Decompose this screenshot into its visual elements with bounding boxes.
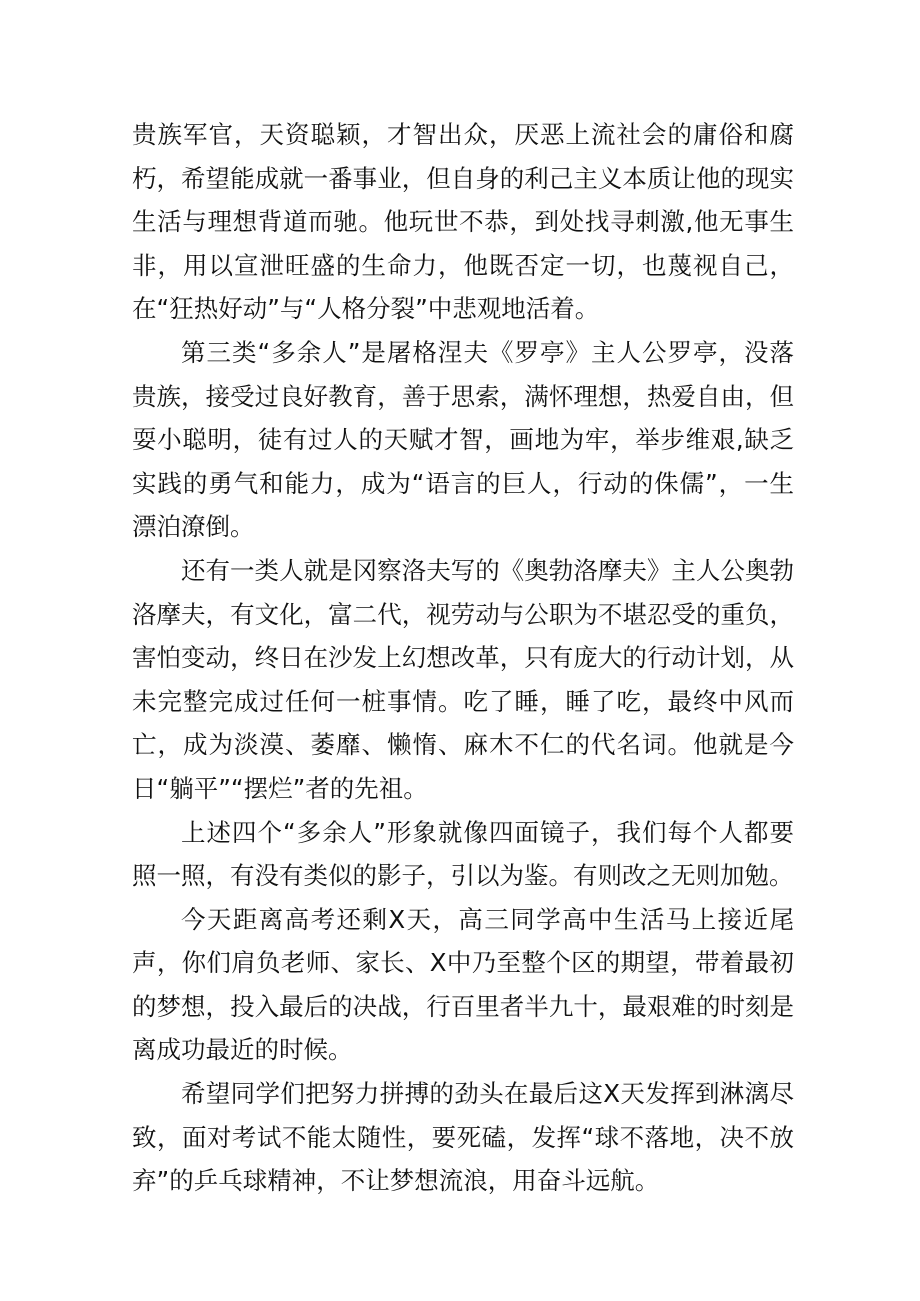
- paragraph-closing-wish: 希望同学们把努力拼搏的劲头在最后这X天发挥到淋漓尽致，面对考试不能太随性，要死磕，发挥“球不落地，决不放弃”的乒乓球精神，不让梦想流浪，用奋斗远航。: [132, 1079, 794, 1196]
- paragraph-oblomov: 还有一类人就是冈察洛夫写的《奥勃洛摩夫》主人公奥勃洛摩夫，有文化，富二代，视劳动与公职为不堪忍受的重负，害怕变动，终日在沙发上幻想改革，只有庞大的行动计划，从未完整完成过任何一桩事情。吃了睡，睡了吃，最终中风而亡，成为淡漠、萎靡、懒惰、麻木不仁的代名词。他就是今日“躺平”“摆烂”者的先祖。: [132, 555, 794, 803]
- paragraph-gaokao-countdown: 今天距离高考还剩X天，高三同学高中生活马上接近尾声，你们肩负老师、家长、X中乃至整个区的期望，带着最初的梦想，投入最后的决战，行百里者半九十，最艰难的时刻是离成功最近的时候。: [132, 904, 794, 1065]
- document-body: [132, 113, 794, 1203]
- paragraph-rudin: 第三类“多余人”是屠格涅夫《罗亭》主人公罗亭，没落贵族，接受过良好教育，善于思索，满怀理想，热爱自由，但耍小聪明，徒有过人的天赋才智，画地为牢，举步维艰,缺乏实践的勇气和能力，成为“语言的巨人，行动的侏儒”，一生漂泊潦倒。: [132, 337, 794, 542]
- paragraph-continued: 贵族军官，天资聪颖，才智出众，厌恶上流社会的庸俗和腐朽，希望能成就一番事业，但自身的利己主义本质让他的现实生活与理想背道而驰。他玩世不恭，到处找寻刺激,他无事生非，用以宣泄旺盛的生命力，他既否定一切，也蔑视自己，在“狂热好动”与“人格分裂”中悲观地活着。: [132, 120, 794, 324]
- paragraph-four-mirrors: 上述四个“多余人”形象就像四面镜子，我们每个人都要照一照，有没有类似的影子，引以为鉴。有则改之无则加勉。: [132, 817, 794, 891]
